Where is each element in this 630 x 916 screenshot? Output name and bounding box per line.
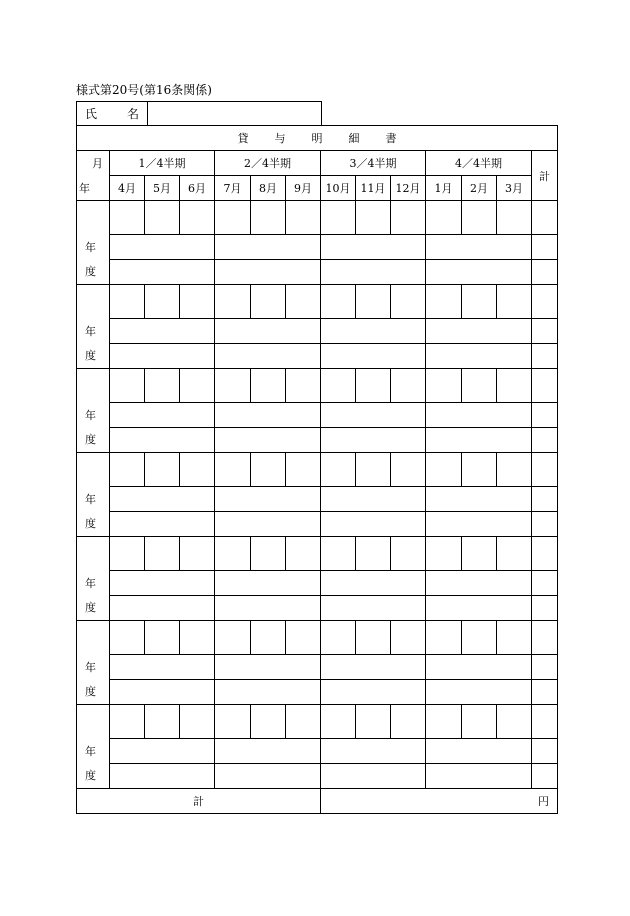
fiscal-year-cell[interactable] <box>77 621 110 705</box>
monthly-amount-cell[interactable] <box>215 705 251 739</box>
monthly-amount-cell[interactable] <box>251 285 286 319</box>
year-label: 年 <box>85 661 96 674</box>
quarter-subtotal-cell[interactable] <box>321 344 426 369</box>
quarter-subtotal-cell[interactable] <box>110 428 215 453</box>
quarter-subtotal-cell[interactable] <box>426 235 532 260</box>
monthly-amount-cell[interactable] <box>286 537 321 571</box>
fiscal-label: 度 <box>85 265 96 278</box>
name-table <box>76 101 322 126</box>
monthly-amount-cell[interactable] <box>391 201 426 235</box>
month-header-cell: 4月 <box>110 176 145 201</box>
month-header-cell: 10月 <box>321 176 356 201</box>
row-total-cell[interactable] <box>532 705 558 739</box>
quarter-subtotal-cell[interactable] <box>321 655 426 680</box>
name-label-cell <box>77 102 148 126</box>
monthly-amount-cell[interactable] <box>286 621 321 655</box>
quarter-subtotal-cell[interactable] <box>215 571 321 596</box>
monthly-amount-cell[interactable] <box>426 369 462 403</box>
row-total-cell[interactable] <box>532 403 558 428</box>
quarter-header-3: 3／4半期 <box>321 151 426 176</box>
monthly-amount-cell[interactable] <box>426 621 462 655</box>
monthly-amount-cell[interactable] <box>145 537 180 571</box>
quarter-subtotal-cell[interactable] <box>215 403 321 428</box>
monthly-amount-cell[interactable] <box>462 285 497 319</box>
quarter-subtotal-cell[interactable] <box>321 319 426 344</box>
monthly-amount-cell[interactable] <box>356 453 391 487</box>
quarter-subtotal-cell[interactable] <box>426 260 532 285</box>
monthly-amount-cell[interactable] <box>426 705 462 739</box>
monthly-amount-cell[interactable] <box>251 453 286 487</box>
quarter-subtotal-cell[interactable] <box>215 512 321 537</box>
monthly-amount-cell[interactable] <box>110 705 145 739</box>
quarter-subtotal-cell[interactable] <box>110 319 215 344</box>
row-total-cell[interactable] <box>532 235 558 260</box>
monthly-amount-cell[interactable] <box>321 705 356 739</box>
quarter-subtotal-cell[interactable] <box>426 512 532 537</box>
monthly-amount-cell[interactable] <box>426 453 462 487</box>
monthly-amount-cell[interactable] <box>391 453 426 487</box>
name-field[interactable] <box>148 102 322 126</box>
monthly-amount-cell[interactable] <box>145 369 180 403</box>
row-total-cell[interactable] <box>532 537 558 571</box>
year-header: 年 <box>79 182 90 195</box>
monthly-amount-cell[interactable] <box>497 621 532 655</box>
quarter-subtotal-cell[interactable] <box>215 655 321 680</box>
monthly-amount-cell[interactable] <box>462 201 497 235</box>
monthly-amount-cell[interactable] <box>497 705 532 739</box>
monthly-amount-cell[interactable] <box>391 285 426 319</box>
row-total-cell[interactable] <box>532 487 558 512</box>
quarter-subtotal-cell[interactable] <box>215 344 321 369</box>
monthly-amount-cell[interactable] <box>497 453 532 487</box>
monthly-amount-cell[interactable] <box>426 201 462 235</box>
monthly-amount-cell[interactable] <box>145 621 180 655</box>
fiscal-label: 度 <box>85 769 96 782</box>
monthly-amount-cell[interactable] <box>321 369 356 403</box>
row-total-cell[interactable] <box>532 453 558 487</box>
monthly-amount-cell[interactable] <box>251 537 286 571</box>
fiscal-year-cell[interactable] <box>77 453 110 537</box>
year-label: 年 <box>85 409 96 422</box>
row-total-cell[interactable] <box>532 201 558 235</box>
monthly-amount-cell[interactable] <box>110 369 145 403</box>
row-total-cell[interactable] <box>532 764 558 789</box>
fiscal-label: 度 <box>85 433 96 446</box>
form-number-label: 様式第20号(第16条関係) <box>76 83 212 97</box>
monthly-amount-cell[interactable] <box>497 369 532 403</box>
row-total-cell[interactable] <box>532 680 558 705</box>
quarter-subtotal-cell[interactable] <box>215 764 321 789</box>
quarter-subtotal-cell[interactable] <box>215 739 321 764</box>
monthly-amount-cell[interactable] <box>251 201 286 235</box>
quarter-subtotal-cell[interactable] <box>215 680 321 705</box>
monthly-amount-cell[interactable] <box>180 705 215 739</box>
quarter-subtotal-cell[interactable] <box>321 739 426 764</box>
row-total-cell[interactable] <box>532 739 558 764</box>
month-header-cell: 12月 <box>391 176 426 201</box>
monthly-amount-cell[interactable] <box>391 537 426 571</box>
monthly-amount-cell[interactable] <box>286 201 321 235</box>
fiscal-year-cell[interactable] <box>77 285 110 369</box>
month-header-cell: 6月 <box>180 176 215 201</box>
quarter-subtotal-cell[interactable] <box>426 403 532 428</box>
fiscal-year-cell[interactable] <box>77 369 110 453</box>
grand-total-amount[interactable]: 円 <box>321 789 558 814</box>
fiscal-label: 度 <box>85 349 96 362</box>
monthly-amount-cell[interactable] <box>180 537 215 571</box>
monthly-amount-cell[interactable] <box>251 621 286 655</box>
monthly-amount-cell[interactable] <box>391 369 426 403</box>
monthly-amount-cell[interactable] <box>497 201 532 235</box>
monthly-amount-cell[interactable] <box>321 201 356 235</box>
monthly-amount-cell[interactable] <box>321 537 356 571</box>
quarter-header-4: 4／4半期 <box>426 151 532 176</box>
monthly-amount-cell[interactable] <box>110 201 145 235</box>
row-total-cell[interactable] <box>532 655 558 680</box>
monthly-amount-cell[interactable] <box>286 705 321 739</box>
quarter-subtotal-cell[interactable] <box>426 571 532 596</box>
quarter-subtotal-cell[interactable] <box>110 680 215 705</box>
row-total-cell[interactable] <box>532 344 558 369</box>
monthly-amount-cell[interactable] <box>215 621 251 655</box>
monthly-amount-cell[interactable] <box>215 201 251 235</box>
month-header-cell: 7月 <box>215 176 251 201</box>
monthly-amount-cell[interactable] <box>356 621 391 655</box>
quarter-subtotal-cell[interactable] <box>110 596 215 621</box>
name-label: 氏名 <box>85 107 139 121</box>
monthly-amount-cell[interactable] <box>321 285 356 319</box>
monthly-amount-cell[interactable] <box>110 537 145 571</box>
row-total-cell[interactable] <box>532 571 558 596</box>
fiscal-year-cell[interactable] <box>77 705 110 789</box>
quarter-subtotal-cell[interactable] <box>110 344 215 369</box>
monthly-amount-cell[interactable] <box>110 285 145 319</box>
monthly-amount-cell[interactable] <box>497 537 532 571</box>
monthly-amount-cell[interactable] <box>391 621 426 655</box>
row-total-cell[interactable] <box>532 428 558 453</box>
year-label: 年 <box>85 325 96 338</box>
grand-total-label: 計 <box>77 789 321 814</box>
quarter-subtotal-cell[interactable] <box>215 260 321 285</box>
month-header-cell: 9月 <box>286 176 321 201</box>
monthly-amount-cell[interactable] <box>145 453 180 487</box>
quarter-subtotal-cell[interactable] <box>426 764 532 789</box>
fiscal-label: 度 <box>85 685 96 698</box>
monthly-amount-cell[interactable] <box>286 369 321 403</box>
monthly-amount-cell[interactable] <box>251 705 286 739</box>
row-total-cell[interactable] <box>532 260 558 285</box>
month-year-header <box>77 151 110 201</box>
monthly-amount-cell[interactable] <box>462 705 497 739</box>
quarter-subtotal-cell[interactable] <box>426 487 532 512</box>
row-total-cell[interactable] <box>532 319 558 344</box>
monthly-amount-cell[interactable] <box>356 537 391 571</box>
month-header: 月 <box>92 157 103 170</box>
quarter-subtotal-cell[interactable] <box>110 487 215 512</box>
monthly-amount-cell[interactable] <box>180 453 215 487</box>
monthly-amount-cell[interactable] <box>251 369 286 403</box>
quarter-subtotal-cell[interactable] <box>321 260 426 285</box>
row-total-cell[interactable] <box>532 621 558 655</box>
document-title: 貸与明細書 <box>77 126 558 151</box>
row-total-cell[interactable] <box>532 369 558 403</box>
month-header-cell: 5月 <box>145 176 180 201</box>
quarter-subtotal-cell[interactable] <box>110 235 215 260</box>
fiscal-label: 度 <box>85 517 96 530</box>
quarter-subtotal-cell[interactable] <box>321 403 426 428</box>
monthly-amount-cell[interactable] <box>145 285 180 319</box>
row-total-cell[interactable] <box>532 596 558 621</box>
monthly-amount-cell[interactable] <box>426 285 462 319</box>
quarter-subtotal-cell[interactable] <box>321 764 426 789</box>
monthly-amount-cell[interactable] <box>356 285 391 319</box>
quarter-subtotal-cell[interactable] <box>110 764 215 789</box>
quarter-subtotal-cell[interactable] <box>321 571 426 596</box>
quarter-subtotal-cell[interactable] <box>110 260 215 285</box>
quarter-subtotal-cell[interactable] <box>426 655 532 680</box>
monthly-amount-cell[interactable] <box>462 369 497 403</box>
monthly-amount-cell[interactable] <box>286 453 321 487</box>
quarter-subtotal-cell[interactable] <box>321 680 426 705</box>
year-label: 年 <box>85 577 96 590</box>
quarter-subtotal-cell[interactable] <box>321 512 426 537</box>
monthly-amount-cell[interactable] <box>180 369 215 403</box>
month-header-cell: 2月 <box>462 176 497 201</box>
monthly-amount-cell[interactable] <box>391 705 426 739</box>
monthly-amount-cell[interactable] <box>426 537 462 571</box>
monthly-amount-cell[interactable] <box>356 201 391 235</box>
monthly-amount-cell[interactable] <box>215 453 251 487</box>
row-total-cell[interactable] <box>532 512 558 537</box>
monthly-amount-cell[interactable] <box>180 285 215 319</box>
monthly-amount-cell[interactable] <box>462 453 497 487</box>
monthly-amount-cell[interactable] <box>110 621 145 655</box>
month-header-cell: 3月 <box>497 176 532 201</box>
monthly-amount-cell[interactable] <box>321 453 356 487</box>
quarter-subtotal-cell[interactable] <box>215 487 321 512</box>
fiscal-label: 度 <box>85 601 96 614</box>
fiscal-year-cell[interactable] <box>77 537 110 621</box>
monthly-amount-cell[interactable] <box>321 621 356 655</box>
quarter-subtotal-cell[interactable] <box>426 596 532 621</box>
quarter-subtotal-cell[interactable] <box>215 428 321 453</box>
monthly-amount-cell[interactable] <box>180 621 215 655</box>
monthly-amount-cell[interactable] <box>215 537 251 571</box>
quarter-subtotal-cell[interactable] <box>215 235 321 260</box>
quarter-subtotal-cell[interactable] <box>321 235 426 260</box>
month-header-cell: 8月 <box>251 176 286 201</box>
quarter-subtotal-cell[interactable] <box>110 571 215 596</box>
row-total-cell[interactable] <box>532 285 558 319</box>
quarter-header-2: 2／4半期 <box>215 151 321 176</box>
monthly-amount-cell[interactable] <box>356 705 391 739</box>
monthly-amount-cell[interactable] <box>145 705 180 739</box>
year-label: 年 <box>85 745 96 758</box>
month-header-cell: 11月 <box>356 176 391 201</box>
quarter-subtotal-cell[interactable] <box>110 403 215 428</box>
total-header: 計 <box>532 151 558 201</box>
quarter-subtotal-cell[interactable] <box>110 512 215 537</box>
quarter-subtotal-cell[interactable] <box>426 428 532 453</box>
monthly-amount-cell[interactable] <box>180 201 215 235</box>
quarter-subtotal-cell[interactable] <box>215 319 321 344</box>
quarter-subtotal-cell[interactable] <box>215 596 321 621</box>
year-label: 年 <box>85 493 96 506</box>
month-header-cell: 1月 <box>426 176 462 201</box>
year-label: 年 <box>85 241 96 254</box>
monthly-amount-cell[interactable] <box>462 621 497 655</box>
quarter-subtotal-cell[interactable] <box>321 487 426 512</box>
quarter-header-1: 1／4半期 <box>110 151 215 176</box>
quarter-subtotal-cell[interactable] <box>321 596 426 621</box>
monthly-amount-cell[interactable] <box>462 537 497 571</box>
quarter-subtotal-cell[interactable] <box>110 655 215 680</box>
monthly-amount-cell[interactable] <box>356 369 391 403</box>
quarter-subtotal-cell[interactable] <box>426 680 532 705</box>
quarter-subtotal-cell[interactable] <box>426 739 532 764</box>
quarter-subtotal-cell[interactable] <box>426 344 532 369</box>
monthly-amount-cell[interactable] <box>215 369 251 403</box>
loan-detail-table <box>76 125 558 814</box>
quarter-subtotal-cell[interactable] <box>426 319 532 344</box>
monthly-amount-cell[interactable] <box>110 453 145 487</box>
monthly-amount-cell[interactable] <box>145 201 180 235</box>
quarter-subtotal-cell[interactable] <box>110 739 215 764</box>
quarter-subtotal-cell[interactable] <box>321 428 426 453</box>
fiscal-year-cell[interactable] <box>77 201 110 285</box>
monthly-amount-cell[interactable] <box>497 285 532 319</box>
monthly-amount-cell[interactable] <box>286 285 321 319</box>
monthly-amount-cell[interactable] <box>215 285 251 319</box>
